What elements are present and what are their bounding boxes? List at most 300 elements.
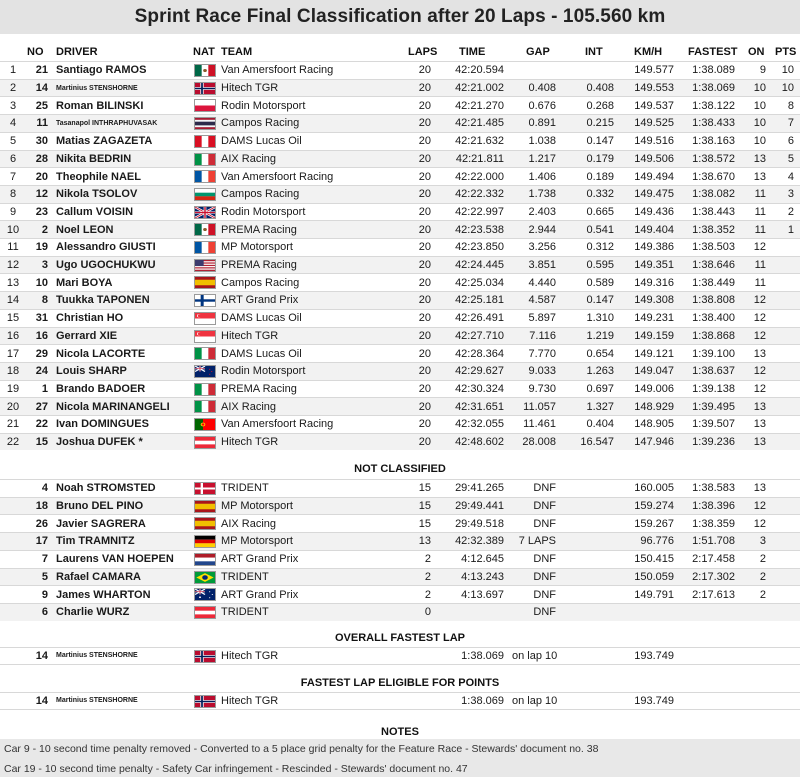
position-cell: 12 — [6, 259, 20, 272]
header-kmh: KM/H — [634, 46, 663, 58]
note-line: Car 9 - 10 second time penalty removed - Converted to a 5 place grid penalty for the Feature Race - Stewards' document no. 38 — [0, 739, 800, 759]
team-cell: Rodin Motorsport — [221, 365, 306, 378]
laps-cell: 2 — [424, 553, 431, 566]
car-number-cell: 22 — [35, 418, 48, 431]
points-cell — [770, 257, 794, 274]
flag-fi-icon — [194, 294, 216, 307]
laps-cell: 20 — [418, 347, 431, 360]
laps-cell: 20 — [418, 117, 431, 130]
position-cell: 5 — [9, 135, 17, 148]
fastest-on-lap-cell: 13 — [753, 170, 766, 183]
fastest-lap-cell: 1:38.082 — [692, 188, 735, 201]
interval-cell: 0.595 — [586, 259, 614, 272]
points-cell — [770, 274, 794, 291]
fastest-on-lap-cell: 2 — [759, 553, 766, 566]
table-row — [0, 61, 800, 79]
time-cell: 42:32.055 — [455, 418, 504, 431]
flag-at-icon — [194, 606, 216, 619]
table-row — [0, 256, 800, 274]
time-cell: 29:49.518 — [455, 517, 504, 530]
table-row — [0, 514, 800, 532]
laps-cell: 20 — [418, 329, 431, 342]
interval-cell: 0.589 — [586, 276, 614, 289]
driver-cell: Roman BILINSKI — [56, 99, 144, 112]
team-cell: Hitech TGR — [221, 694, 279, 707]
time-cell: 42:27.710 — [455, 329, 504, 342]
header-gap: GAP — [526, 46, 550, 58]
flag-it-icon — [194, 153, 216, 166]
driver-cell: Martinius STENSHORNE — [56, 697, 138, 705]
flag-mx-icon — [194, 223, 216, 236]
time-cell: 42:21.002 — [455, 82, 504, 95]
fastest-on-lap-cell: 10 — [753, 135, 766, 148]
car-number-cell: 4 — [41, 482, 48, 495]
interval-cell: 0.408 — [586, 82, 614, 95]
fastest-lap-cell: 1:39.495 — [692, 400, 735, 413]
team-cell: AIX Racing — [221, 152, 277, 165]
time-cell: 42:22.997 — [455, 205, 504, 218]
flag-it-icon — [194, 347, 216, 360]
points-cell — [770, 416, 794, 433]
flag-mx-icon — [194, 64, 216, 77]
team-cell: DAMS Lucas Oil — [221, 135, 302, 148]
flag-au-icon — [194, 588, 216, 601]
team-cell: Rodin Motorsport — [221, 99, 306, 112]
team-cell: TRIDENT — [221, 482, 269, 495]
flag-no-icon — [194, 82, 216, 95]
driver-cell: Ugo UGOCHUKWU — [56, 259, 156, 272]
speed-cell: 149.577 — [634, 64, 674, 77]
flag-de-icon — [194, 535, 216, 548]
time-cell: 42:23.850 — [455, 241, 504, 254]
header-laps: LAPS — [408, 46, 438, 58]
laps-cell: 20 — [418, 365, 431, 378]
table-row — [0, 150, 800, 168]
time-cell: 29:49.441 — [455, 500, 504, 513]
fastest-lap-cell: 1:51.708 — [692, 535, 735, 548]
team-cell: Hitech TGR — [221, 82, 279, 95]
status-cell: DNF — [533, 553, 556, 566]
position-cell: 3 — [9, 99, 17, 112]
speed-cell: 159.274 — [634, 500, 674, 513]
status-cell: DNF — [533, 500, 556, 513]
fastest-on-lap-cell: 9 — [759, 64, 766, 77]
gap-cell: 1.406 — [528, 170, 556, 183]
flag-sg-icon — [194, 312, 216, 325]
interval-cell: 0.332 — [586, 188, 614, 201]
points-cell — [770, 328, 794, 345]
notes-heading: NOTES — [381, 726, 419, 738]
driver-cell: Tasanapol INTHRAPHUVASAK — [56, 119, 158, 127]
car-number-cell: 17 — [35, 535, 48, 548]
driver-cell: Tim TRAMNITZ — [56, 535, 135, 548]
interval-cell: 0.189 — [586, 170, 614, 183]
table-row — [0, 497, 800, 515]
flag-es-icon — [194, 500, 216, 513]
gap-cell: 1.038 — [528, 135, 556, 148]
interval-cell: 0.312 — [586, 241, 614, 254]
interval-cell: 0.179 — [586, 152, 614, 165]
gap-cell: 1.217 — [528, 152, 556, 165]
flag-dk-icon — [194, 482, 216, 495]
points-cell — [770, 239, 794, 256]
table-row — [0, 114, 800, 132]
position-cell: 9 — [9, 205, 17, 218]
interval-cell: 16.547 — [580, 436, 614, 449]
points-cell — [770, 381, 794, 398]
team-cell: Hitech TGR — [221, 329, 279, 342]
car-number-cell: 2 — [41, 223, 48, 236]
fastest-lap-cell: 2:17.613 — [692, 588, 735, 601]
driver-cell: Nikola TSOLOV — [56, 188, 138, 201]
speed-cell: 149.006 — [634, 382, 674, 395]
fastest-lap-cell: 1:38.352 — [692, 223, 735, 236]
laps-cell: 13 — [418, 535, 431, 548]
driver-cell: Santiago RAMOS — [56, 64, 147, 77]
car-number-cell: 15 — [35, 436, 48, 449]
position-cell: 10 — [6, 223, 20, 236]
gap-cell: 11.057 — [523, 400, 556, 413]
fastest-on-lap-cell: 12 — [753, 329, 766, 342]
driver-cell: Nicola LACORTE — [56, 347, 146, 360]
team-cell: DAMS Lucas Oil — [221, 347, 302, 360]
fastest-lap-cell: 1:39.138 — [692, 382, 735, 395]
points-cell — [770, 292, 794, 309]
car-number-cell: 23 — [35, 205, 48, 218]
lap-time-cell: 1:38.069 — [461, 694, 504, 707]
table-row — [0, 220, 800, 238]
table-row — [0, 415, 800, 433]
driver-cell: Mari BOYA — [56, 276, 113, 289]
driver-cell: Christian HO — [56, 312, 124, 325]
gap-cell: 7.116 — [529, 329, 556, 342]
interval-cell: 1.327 — [586, 400, 614, 413]
position-cell: 14 — [6, 294, 20, 307]
driver-cell: Nikita BEDRIN — [56, 152, 132, 165]
interval-cell: 0.147 — [586, 294, 614, 307]
status-cell: 7 LAPS — [518, 535, 556, 548]
fastest-on-lap-cell: 11 — [754, 259, 766, 272]
overall-fastest-heading: OVERALL FASTEST LAP — [335, 632, 465, 644]
time-cell: 42:21.270 — [455, 99, 504, 112]
laps-cell: 20 — [418, 152, 431, 165]
driver-cell: Callum VOISIN — [56, 205, 134, 218]
laps-cell: 20 — [418, 276, 431, 289]
table-row — [0, 479, 800, 497]
speed-cell: 149.436 — [634, 205, 674, 218]
flag-us-icon — [194, 259, 216, 272]
driver-cell: Martinius STENSHORNE — [56, 84, 138, 92]
car-number-cell: 11 — [36, 117, 48, 130]
table-row — [0, 603, 800, 621]
speed-cell: 149.475 — [634, 188, 674, 201]
gap-cell: 3.851 — [528, 259, 556, 272]
laps-cell: 20 — [418, 259, 431, 272]
points-cell: 5 — [787, 152, 794, 165]
team-cell: Hitech TGR — [221, 436, 279, 449]
team-cell: ART Grand Prix — [221, 294, 299, 307]
interval-cell: 0.541 — [586, 223, 614, 236]
fastest-on-lap-cell: 13 — [753, 347, 766, 360]
car-number-cell: 12 — [35, 188, 48, 201]
driver-cell: Ivan DOMINGUES — [56, 418, 149, 431]
table-row — [0, 532, 800, 550]
laps-cell: 20 — [418, 382, 431, 395]
driver-cell: Rafael CAMARA — [56, 570, 141, 583]
driver-cell: Gerrard XIE — [56, 329, 118, 342]
fastest-on-lap-cell: 2 — [759, 588, 766, 601]
gap-cell: 11.461 — [523, 418, 556, 431]
car-number-cell: 16 — [35, 329, 48, 342]
speed-cell: 96.776 — [640, 535, 674, 548]
interval-cell: 0.697 — [586, 382, 614, 395]
speed-cell: 149.159 — [634, 329, 674, 342]
driver-cell: Laurens VAN HOEPEN — [56, 553, 174, 566]
flag-no-icon — [194, 695, 216, 708]
fastest-lap-cell: 1:38.646 — [692, 259, 735, 272]
time-cell: 4:13.243 — [461, 570, 504, 583]
team-cell: TRIDENT — [221, 570, 269, 583]
driver-cell: Noah STROMSTED — [56, 482, 156, 495]
speed-cell: 149.351 — [634, 259, 674, 272]
car-number-cell: 21 — [35, 64, 48, 77]
fastest-points-heading: FASTEST LAP ELIGIBLE FOR POINTS — [300, 677, 500, 689]
interval-cell: 1.219 — [586, 329, 614, 342]
car-number-cell: 27 — [35, 400, 48, 413]
team-cell: AIX Racing — [221, 517, 277, 530]
gap-cell: 4.440 — [528, 276, 556, 289]
team-cell: Van Amersfoort Racing — [221, 64, 334, 77]
fastest-on-lap-cell: 11 — [754, 205, 766, 218]
time-cell: 29:41.265 — [455, 482, 504, 495]
table-row — [0, 309, 800, 327]
flag-fr-icon — [194, 170, 216, 183]
driver-cell: Charlie WURZ — [56, 606, 130, 619]
flag-es-icon — [194, 276, 216, 289]
flag-bg-icon — [194, 188, 216, 201]
laps-cell: 20 — [418, 170, 431, 183]
time-cell: 42:25.181 — [455, 294, 504, 307]
fastest-lap-row — [0, 692, 800, 710]
header-pts: PTS — [775, 46, 797, 58]
fastest-lap-row — [0, 647, 800, 665]
table-row — [0, 167, 800, 185]
header-time: TIME — [459, 46, 486, 58]
table-row — [0, 96, 800, 114]
table-row — [0, 238, 800, 256]
table-row — [0, 397, 800, 415]
fastest-lap-cell: 1:38.089 — [692, 64, 735, 77]
interval-cell: 1.263 — [586, 365, 614, 378]
time-cell: 42:25.034 — [455, 276, 504, 289]
fastest-lap-cell: 1:38.163 — [692, 135, 735, 148]
fastest-lap-cell: 1:38.449 — [692, 276, 735, 289]
time-cell: 42:28.364 — [455, 347, 504, 360]
speed-cell: 149.308 — [634, 294, 674, 307]
team-cell: AIX Racing — [221, 400, 277, 413]
flag-no-icon — [194, 650, 216, 663]
flag-pe-icon — [194, 135, 216, 148]
gap-cell: 0.891 — [528, 117, 556, 130]
car-number-cell: 1 — [41, 382, 48, 395]
gap-cell: 9.730 — [528, 382, 556, 395]
position-cell: 8 — [9, 188, 17, 201]
laps-cell: 20 — [418, 418, 431, 431]
speed-cell: 193.749 — [634, 694, 674, 707]
flag-pt-icon — [194, 418, 216, 431]
driver-cell: Bruno DEL PINO — [56, 500, 144, 513]
fastest-lap-cell: 1:38.359 — [692, 517, 735, 530]
status-cell: DNF — [533, 517, 556, 530]
header-no: NO — [27, 46, 44, 58]
team-cell: Van Amersfoort Racing — [221, 170, 334, 183]
points-cell: 3 — [787, 188, 794, 201]
flag-sg-icon — [194, 330, 216, 343]
points-cell: 6 — [787, 135, 794, 148]
driver-cell: Martinius STENSHORNE — [56, 652, 138, 660]
title-bar — [0, 0, 800, 34]
fastest-on-lap-cell: 2 — [759, 570, 766, 583]
time-cell: 42:22.332 — [455, 188, 504, 201]
laps-cell: 2 — [424, 570, 431, 583]
speed-cell: 150.415 — [634, 553, 674, 566]
status-cell: DNF — [533, 588, 556, 601]
time-cell: 42:24.445 — [455, 259, 504, 272]
fastest-lap-cell: 1:38.572 — [692, 152, 735, 165]
gap-cell: 0.408 — [528, 82, 556, 95]
speed-cell: 193.749 — [634, 649, 674, 662]
position-cell: 20 — [6, 400, 20, 413]
team-cell: ART Grand Prix — [221, 553, 299, 566]
header-int: INT — [585, 46, 603, 58]
fastest-lap-cell: 1:38.122 — [692, 99, 735, 112]
time-cell: 4:13.697 — [461, 588, 504, 601]
time-cell: 42:21.485 — [455, 117, 504, 130]
lap-number-cell: on lap 10 — [512, 694, 558, 707]
car-number-cell: 7 — [41, 553, 48, 566]
team-cell: ART Grand Prix — [221, 588, 299, 601]
fastest-on-lap-cell: 10 — [753, 82, 766, 95]
driver-cell: Tuukka TAPONEN — [56, 294, 150, 307]
gap-cell: 0.676 — [528, 99, 556, 112]
car-number-cell: 3 — [41, 259, 48, 272]
car-number-cell: 14 — [35, 694, 48, 707]
gap-cell: 1.738 — [528, 188, 556, 201]
laps-cell: 20 — [418, 312, 431, 325]
status-cell: DNF — [533, 482, 556, 495]
interval-cell: 0.268 — [586, 99, 614, 112]
fastest-on-lap-cell: 12 — [753, 312, 766, 325]
car-number-cell: 31 — [35, 312, 48, 325]
gap-cell: 9.033 — [528, 365, 556, 378]
table-row — [0, 79, 800, 97]
team-cell: Campos Racing — [221, 117, 300, 130]
time-cell: 42:30.324 — [455, 382, 504, 395]
car-number-cell: 5 — [41, 570, 48, 583]
team-cell: Van Amersfoort Racing — [221, 418, 334, 431]
time-cell: 42:22.000 — [455, 170, 504, 183]
driver-cell: Louis SHARP — [56, 365, 127, 378]
time-cell: 42:23.538 — [455, 223, 504, 236]
gap-cell: 2.403 — [528, 205, 556, 218]
position-cell: 6 — [9, 152, 17, 165]
flag-pl-icon — [194, 99, 216, 112]
laps-cell: 15 — [418, 500, 431, 513]
position-cell: 13 — [6, 276, 20, 289]
flag-it-icon — [194, 400, 216, 413]
fastest-on-lap-cell: 13 — [753, 152, 766, 165]
laps-cell: 20 — [418, 64, 431, 77]
fastest-lap-cell: 1:38.443 — [692, 205, 735, 218]
speed-cell: 149.525 — [634, 117, 674, 130]
car-number-cell: 10 — [35, 276, 48, 289]
flag-nl-icon — [194, 553, 216, 566]
interval-cell: 0.215 — [586, 117, 614, 130]
flag-gb-icon — [194, 206, 216, 219]
position-cell: 7 — [9, 170, 17, 183]
table-row — [0, 550, 800, 568]
fastest-on-lap-cell: 12 — [753, 294, 766, 307]
gap-cell: 7.770 — [528, 347, 556, 360]
fastest-on-lap-cell: 11 — [754, 276, 766, 289]
flag-nz-icon — [194, 365, 216, 378]
speed-cell: 147.946 — [634, 436, 674, 449]
interval-cell: 0.654 — [586, 347, 614, 360]
time-cell: 42:21.632 — [455, 135, 504, 148]
header-fastest: FASTEST — [688, 46, 738, 58]
driver-cell: Nicola MARINANGELI — [56, 400, 170, 413]
car-number-cell: 14 — [35, 82, 48, 95]
car-number-cell: 29 — [35, 347, 48, 360]
car-number-cell: 24 — [35, 365, 48, 378]
time-cell: 42:32.389 — [455, 535, 504, 548]
car-number-cell: 30 — [35, 135, 48, 148]
gap-cell: 28.008 — [522, 436, 556, 449]
driver-cell: James WHARTON — [56, 588, 151, 601]
car-number-cell: 28 — [35, 152, 48, 165]
points-cell: 8 — [787, 99, 794, 112]
position-cell: 17 — [6, 347, 20, 360]
team-cell: Campos Racing — [221, 276, 300, 289]
driver-cell: Joshua DUFEK * — [56, 436, 143, 449]
points-cell: 2 — [787, 205, 794, 218]
position-cell: 4 — [9, 117, 17, 130]
laps-cell: 20 — [418, 223, 431, 236]
time-cell: 42:20.594 — [455, 64, 504, 77]
fastest-lap-cell — [685, 604, 735, 621]
position-cell: 18 — [6, 365, 20, 378]
fastest-lap-cell: 1:38.637 — [692, 365, 735, 378]
speed-cell: 149.506 — [634, 152, 674, 165]
flag-at-icon — [194, 436, 216, 449]
fastest-on-lap-cell: 10 — [753, 117, 766, 130]
gap-cell: 2.944 — [528, 223, 556, 236]
table-row — [0, 585, 800, 603]
table-row — [0, 132, 800, 150]
fastest-on-lap-cell: 12 — [753, 241, 766, 254]
fastest-lap-cell: 1:39.507 — [692, 418, 735, 431]
time-cell: 4:12.645 — [461, 553, 504, 566]
fastest-on-lap-cell: 13 — [753, 400, 766, 413]
driver-cell: Javier SAGRERA — [56, 517, 146, 530]
team-cell: Hitech TGR — [221, 649, 279, 662]
table-row — [0, 362, 800, 380]
fastest-on-lap-cell: 13 — [753, 482, 766, 495]
interval-cell: 0.665 — [586, 205, 614, 218]
points-cell: 1 — [787, 223, 794, 236]
driver-cell: Alessandro GIUSTI — [56, 241, 156, 254]
fastest-lap-cell: 1:38.069 — [692, 82, 735, 95]
